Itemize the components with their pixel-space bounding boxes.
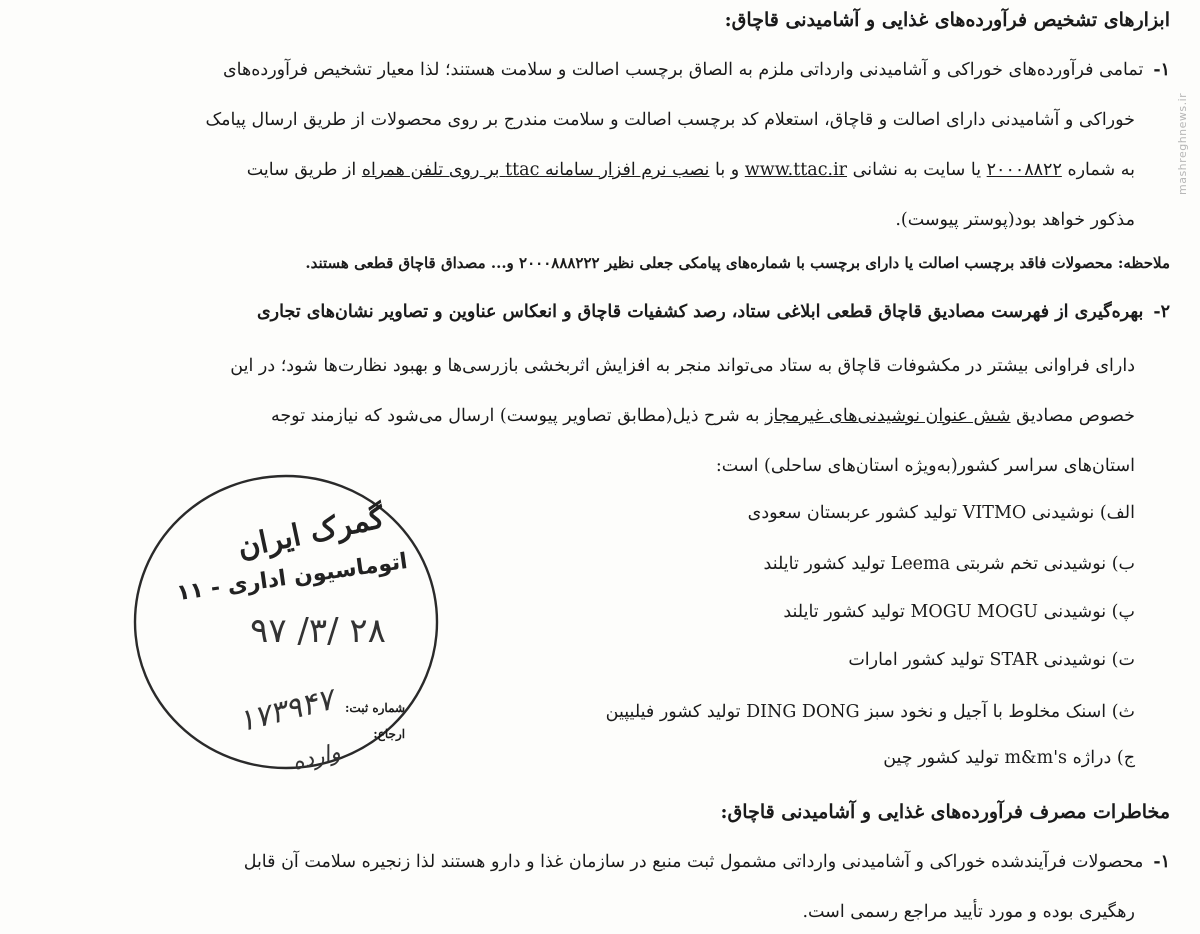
item-number: ۲- (1153, 302, 1170, 322)
item1-line3: به شماره ۲۰۰۰۸۸۲۲ یا سایت به نشانی www.ttac.ir و با نصب نرم افزار سامانه ttac بر روی تلفن همراه از طریق سایت (246, 160, 1135, 180)
list-item: ت) نوشیدنی STAR تولید کشور امارات (848, 650, 1135, 670)
stamp-title: گمرک ایران (234, 500, 388, 566)
item2-line3: خصوص مصادیق شش عنوان نوشیدنی‌های غیرمجاز به شرح ذیل(مطابق تصاویر پیوست) ارسال می‌شود که نیازمند توجه (270, 406, 1135, 426)
watermark: mashreghnews.ir (1176, 92, 1189, 195)
section-title: ابزارهای تشخیص فرآورده‌های غذایی و آشامیدنی قاچاق: (724, 9, 1170, 31)
item1-line4: مذکور خواهد بود(پوستر پیوست). (895, 210, 1135, 230)
list-item: الف) نوشیدنی VITMO تولید کشور عربستان سعودی (747, 503, 1135, 523)
sms-number: ۲۰۰۰۸۸۲۲ (986, 160, 1062, 180)
item2-line2: دارای فراوانی بیشتر در مکشوفات قاچاق به ستاد می‌تواند منجر به افزایش اثربخشی بازرسی‌ها و بهبود نظارت‌ها شود؛ در این (230, 356, 1135, 376)
item-number: ۱- (1153, 60, 1170, 80)
stamp-date: ۹۷ /۳/ ۲۸ (250, 611, 386, 651)
item1-line2: خوراکی و آشامیدنی دارای اصالت و قاچاق، استعلام کد برچسب اصالت و سلامت مندرج بر روی محصولات از طریق ارسال پیامک (205, 110, 1135, 130)
stamp-subtitle: اتوماسیون اداری - ۱۱ (175, 548, 410, 607)
item-number: ۱- (1153, 852, 1170, 872)
stamp-labels (345, 695, 405, 747)
note: ملاحظه: محصولات فاقد برچسب اصالت یا دارای برچسب با شماره‌های پیامکی جعلی نظیر ۲۰۰۰۸۸۸۲۲۲ و... مصداق قاچاق قطعی هستند. (305, 254, 1170, 272)
list-item: ب) نوشیدنی تخم شربتی Leema تولید کشور تایلند (763, 554, 1135, 574)
reg-number-label: شماره ثبت: (345, 701, 406, 715)
referral-label: ارجاع: (373, 727, 406, 741)
list-item: ث) اسنک مخلوط با آجیل و نخود سبز DING DONG تولید کشور فیلیپین (605, 702, 1135, 722)
stamp-referral: وارده (289, 739, 344, 776)
list-item: ج) دراژه m&m's تولید کشور چین (883, 748, 1135, 768)
underlined-phrase: شش عنوان نوشیدنی‌های غیرمجاز (765, 406, 1011, 426)
section2-item1-line1: ۱-محصولات فرآیندشده خوراکی و آشامیدنی وارداتی مشمول ثبت منبع در سازمان غذا و دارو هستند لذا زنجیره سلامت آن قابل (243, 852, 1170, 872)
app-install-note: نصب نرم افزار سامانه ttac بر روی تلفن همراه (361, 160, 710, 180)
stamp-reg-number: ۱۷۳۹۴۷ (234, 682, 337, 740)
item2-line1: ۲-بهره‌گیری از فهرست مصادیق قاچاق قطعی ابلاغی ستاد، رصد کشفیات قاچاق و انعکاس عناوین و تصاویر نشان‌های تجاری (256, 302, 1170, 322)
item1-line1: ۱-تمامی فرآورده‌های خوراکی و آشامیدنی وارداتی ملزم به الصاق برچسب اصالت و سلامت هستند؛ لذا معیار تشخیص فرآورده‌های (222, 60, 1170, 80)
list-item: پ) نوشیدنی MOGU MOGU تولید کشور تایلند (783, 602, 1135, 622)
site-link[interactable]: www.ttac.ir (744, 160, 848, 180)
section2-item1-line2: رهگیری بوده و مورد تأیید مراجع رسمی است. (802, 902, 1135, 922)
item2-line4: استان‌های سراسر کشور(به‌ویژه استان‌های ساحلی) است: (715, 456, 1135, 476)
section-title: مخاطرات مصرف فرآورده‌های غذایی و آشامیدنی قاچاق: (720, 801, 1170, 823)
